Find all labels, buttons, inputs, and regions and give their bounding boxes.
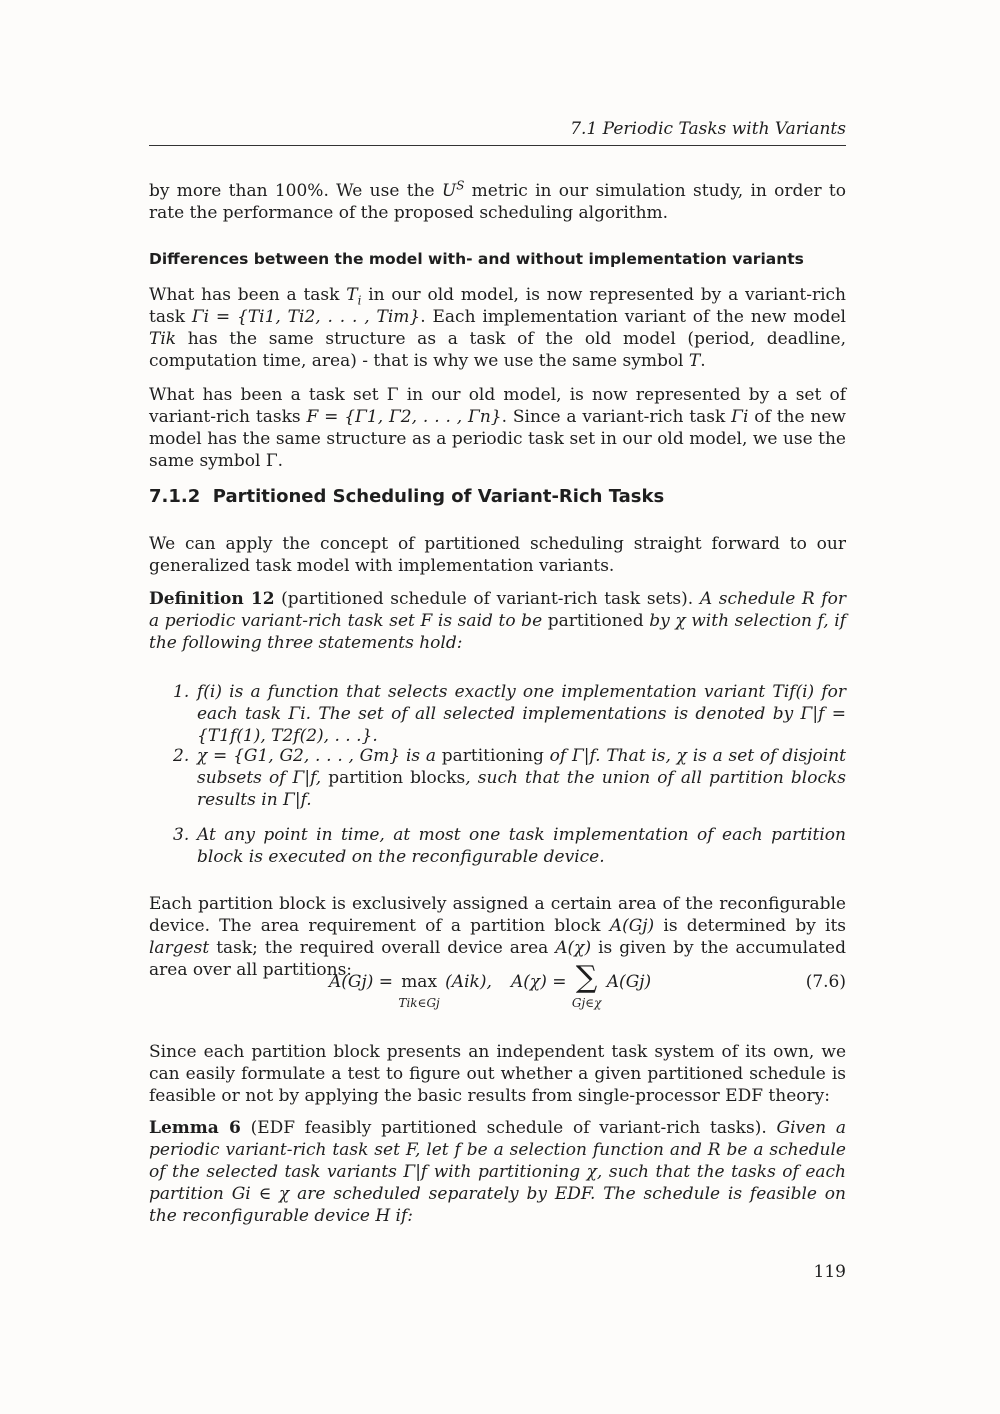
- list-item-2: [173, 745, 846, 811]
- diff1-text-b: in our old model, is now represented by a variant-rich task: [149, 285, 846, 327]
- symbol-t: T: [688, 351, 701, 371]
- variant-symbol: Tik: [149, 329, 177, 349]
- diff2-text-c: of the new model has the same structure as a periodic task set in our old model, we use the same symbol Γ.: [149, 407, 846, 471]
- eq-arg1: (Aik),: [445, 972, 492, 992]
- diff2-text-b: . Since a variant-rich task: [501, 407, 732, 427]
- apply-paragraph: We can apply the concept of partitioned scheduling straight forward to our generalized task model with implementation variants.: [149, 534, 846, 576]
- definition-term-partitioned: partitioned: [547, 611, 644, 631]
- metric-base: U: [441, 181, 457, 201]
- diff1-text-c: . Each implementation variant of the new model: [420, 307, 846, 327]
- task-sub: i: [357, 293, 362, 308]
- list-text-2: [197, 745, 846, 811]
- diff1-text-e: .: [700, 351, 706, 371]
- definition-label: Definition 12: [149, 589, 275, 609]
- equation-number: (7.6): [805, 972, 846, 992]
- eq-max-sub: Tik∈Gj: [398, 996, 440, 1010]
- sum-sign-icon: ∑: [575, 960, 598, 995]
- list-text-1: f(i) is a function that selects exactly one implementation variant Tif(i) for each task Γi. The set of all selected implementations is denoted by Γ|f = {T1f(1), T2f(2), . . .}.: [197, 682, 846, 746]
- area-largest: largest: [149, 938, 210, 958]
- differences-paragraph-2: [149, 384, 846, 472]
- list-text-3: At any point in time, at most one task implementation of each partition block is executed on the reconfigurable device.: [197, 825, 846, 867]
- area-paragraph: [149, 893, 846, 981]
- list2-text-c: , such that the union of all partition blocks results in Γ|f.: [197, 768, 847, 810]
- list-item-3: [173, 824, 846, 868]
- list-number-2: 2.: [173, 746, 190, 766]
- equation-7-6: [149, 960, 846, 1020]
- lemma-label: Lemma 6: [149, 1118, 241, 1138]
- differences-paragraph-1: [149, 284, 846, 372]
- equation-part-2: [511, 960, 652, 1012]
- gamma-i-symbol: Γi: [731, 407, 749, 427]
- variant-set-expression: Γi = {Ti1, Ti2, . . . , Tim}: [191, 307, 421, 327]
- area-agj: A(Gj): [609, 916, 655, 936]
- definition-12: [149, 588, 846, 654]
- eq-lhs2: A(χ) =: [511, 972, 572, 992]
- list-item-1: [173, 681, 846, 747]
- intro-text-a: by more than 100%. We use the: [149, 181, 442, 201]
- list-number-1: 1.: [173, 682, 190, 702]
- task-sym: T: [346, 285, 358, 305]
- list2-term-partitioning: partitioning: [441, 746, 544, 766]
- definition-text-b: by χ with selection f, if the following three statements hold:: [149, 611, 846, 653]
- intro-paragraph: [149, 180, 846, 224]
- list-number-3: 3.: [173, 825, 190, 845]
- eq-lhs1: A(Gj) =: [329, 972, 399, 992]
- eq-max: max: [401, 972, 438, 992]
- eq-sum-sub: Gj∈χ: [571, 996, 602, 1010]
- lemma-6: [149, 1117, 846, 1227]
- list2-text-a: χ = {G1, G2, . . . , Gm} is a: [197, 746, 442, 766]
- list2-term-partition-blocks: partition blocks: [328, 768, 466, 788]
- section-title: Partitioned Scheduling of Variant-Rich Tasks: [212, 486, 665, 507]
- area-achi: A(χ): [555, 938, 592, 958]
- metric-sup: S: [456, 178, 465, 193]
- diff2-text-a: What has been a task set Γ in our old model, is now represented by a set of variant-rich tasks: [149, 385, 846, 427]
- task-set-expression: F = {Γ1, Γ2, . . . , Γn}: [306, 407, 502, 427]
- page-number: 119: [813, 1262, 846, 1282]
- lemma-text: Given a periodic variant-rich task set F, let f be a selection function and R be a schedule of the selected task variants Γ|f with partitioning χ, such that the tasks of each partition Gi ∈ χ are scheduled separately by EDF. The schedule is feasible on the reconfigurable device H if:: [149, 1118, 847, 1226]
- feasible-paragraph: Since each partition block presents an independent task system of its own, we can easily formulate a test to figure out whether a given partitioned schedule is feasible or not by applying the basic results from single-processor EDF theory:: [149, 1042, 846, 1106]
- intro-text-b: metric in our simulation study, in order to rate the performance of the proposed scheduling algorithm.: [149, 181, 846, 223]
- section-heading: [149, 486, 846, 507]
- lemma-title: (EDF feasibly partitioned schedule of variant-rich tasks).: [250, 1118, 767, 1138]
- list2-text-b: of Γ|f. That is, χ is a set of disjoint subsets of Γ|f,: [197, 746, 846, 788]
- eq-max-block: [398, 972, 439, 1012]
- area-text-b: is determined by its: [654, 916, 847, 936]
- equation-part-1: [329, 972, 492, 1012]
- area-text-a: Each partition block is exclusively assigned a certain area of the reconfigurable device. The area requirement of a partition block: [149, 894, 846, 936]
- section-number: 7.1.2: [149, 486, 201, 507]
- task-symbol: [346, 285, 362, 308]
- run-in-heading: Differences between the model with- and without implementation variants: [149, 250, 804, 268]
- definition-text-a: A schedule R for a periodic variant-rich task set F is said to be: [149, 589, 847, 631]
- area-text-c: task; the required overall device area: [209, 938, 556, 958]
- diff1-text-a: What has been a task: [149, 285, 347, 305]
- eq-arg2: A(Gj): [606, 972, 652, 992]
- diff1-text-d: has the same structure as a task of the old model (period, deadline, computation time, area) - that is why we use the same symbol: [149, 329, 846, 371]
- eq-sum-block: [571, 960, 602, 1012]
- running-header: 7.1 Periodic Tasks with Variants: [149, 119, 846, 146]
- area-text-d: is given by the accumulated area over all partitions:: [149, 938, 846, 980]
- metric-symbol: [441, 178, 465, 201]
- definition-title: (partitioned schedule of variant-rich task sets).: [281, 589, 694, 609]
